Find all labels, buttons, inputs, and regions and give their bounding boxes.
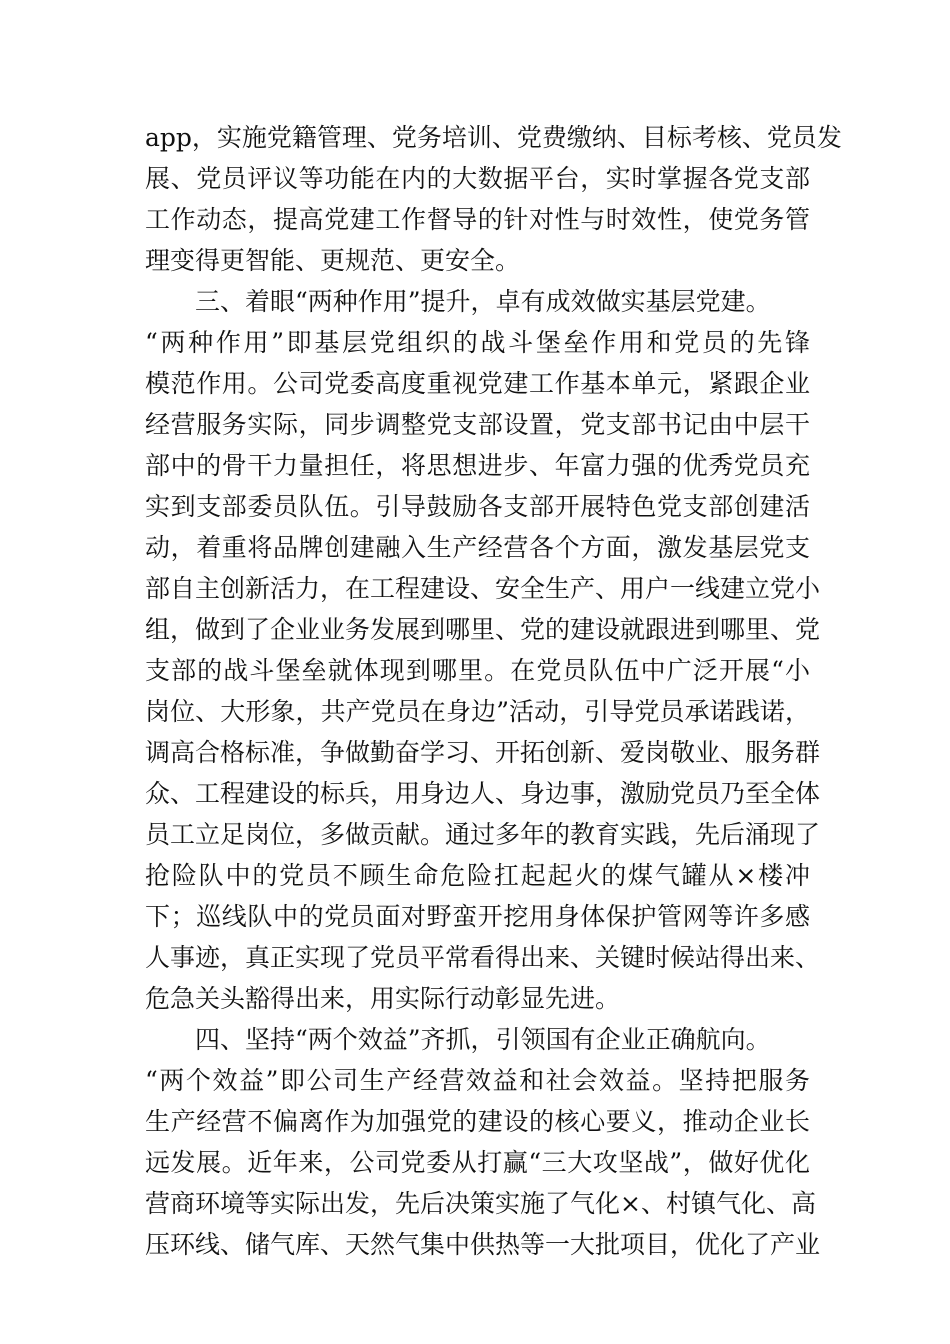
- text-line: 动，着重将品牌创建融入生产经营各个方面，激发基层党支: [145, 533, 810, 562]
- text-line: 经营服务实际，同步调整党支部设置，党支部书记由中层干: [145, 410, 810, 439]
- section-heading-3: 三、着眼“两种作用”提升，卓有成效做实基层党建。: [195, 287, 771, 316]
- text-line: “两种作用”即基层党组织的战斗堡垒作用和党员的先锋: [145, 328, 810, 357]
- text-line: 众、工程建设的标兵，用身边人、身边事，激励党员乃至全体: [145, 779, 821, 808]
- text-line: 抢险队中的党员不顾生命危险扛起起火的煤气罐从×楼冲: [145, 861, 810, 890]
- text-line: 理变得更智能、更规范、更安全。: [145, 246, 521, 275]
- text-line: 压环线、储气库、天然气集中供热等一大批项目，优化了产业: [145, 1230, 821, 1259]
- text-line: “两个效益”即公司生产经营效益和社会效益。坚持把服务: [145, 1066, 810, 1095]
- text-line: 人事迹，真正实现了党员平常看得出来、关键时候站得出来、: [145, 943, 821, 972]
- text-line: 危急关头豁得出来，用实际行动彰显先进。: [145, 984, 621, 1013]
- text-line: 远发展。近年来，公司党委从打赢“三大攻坚战”，做好优化: [145, 1148, 810, 1177]
- text-line: 营商环境等实际出发，先后决策实施了气化×、村镇气化、高: [145, 1189, 816, 1218]
- text-line: 员工立足岗位，多做贡献。通过多年的教育实践，先后涌现了: [145, 820, 821, 849]
- text-line: 展、党员评议等功能在内的大数据平台，实时掌握各党支部: [145, 164, 810, 193]
- section-heading-4: 四、坚持“两个效益”齐抓，引领国有企业正确航向。: [195, 1025, 771, 1054]
- body-text: [145, 117, 842, 1265]
- text-line: 调高合格标准，争做勤奋学习、开拓创新、爱岗敬业、服务群: [145, 738, 821, 767]
- text-line: 部中的骨干力量担任，将思想进步、年富力强的优秀党员充: [145, 451, 810, 480]
- text-line: 模范作用。公司党委高度重视党建工作基本单元，紧跟企业: [145, 369, 810, 398]
- text-line: 生产经营不偏离作为加强党的建设的核心要义，推动企业长: [145, 1107, 810, 1136]
- text-line: app，实施党籍管理、党务培训、党费缴纳、目标考核、党员发: [145, 123, 842, 152]
- text-line: 工作动态，提高党建工作督导的针对性与时效性，使党务管: [145, 205, 810, 234]
- text-line: 岗位、大形象，共产党员在身边”活动，引导党员承诺践诺，: [145, 697, 810, 726]
- text-line: 支部的战斗堡垒就体现到哪里。在党员队伍中广泛开展“小: [145, 656, 810, 685]
- text-line: 部自主创新活力，在工程建设、安全生产、用户一线建立党小: [145, 574, 821, 603]
- text-line: 实到支部委员队伍。引导鼓励各支部开展特色党支部创建活: [145, 492, 810, 521]
- text-line: 组，做到了企业业务发展到哪里、党的建设就跟进到哪里、党: [145, 615, 821, 644]
- text-line: 下；巡线队中的党员面对野蛮开挖用身体保护管网等许多感: [145, 902, 810, 931]
